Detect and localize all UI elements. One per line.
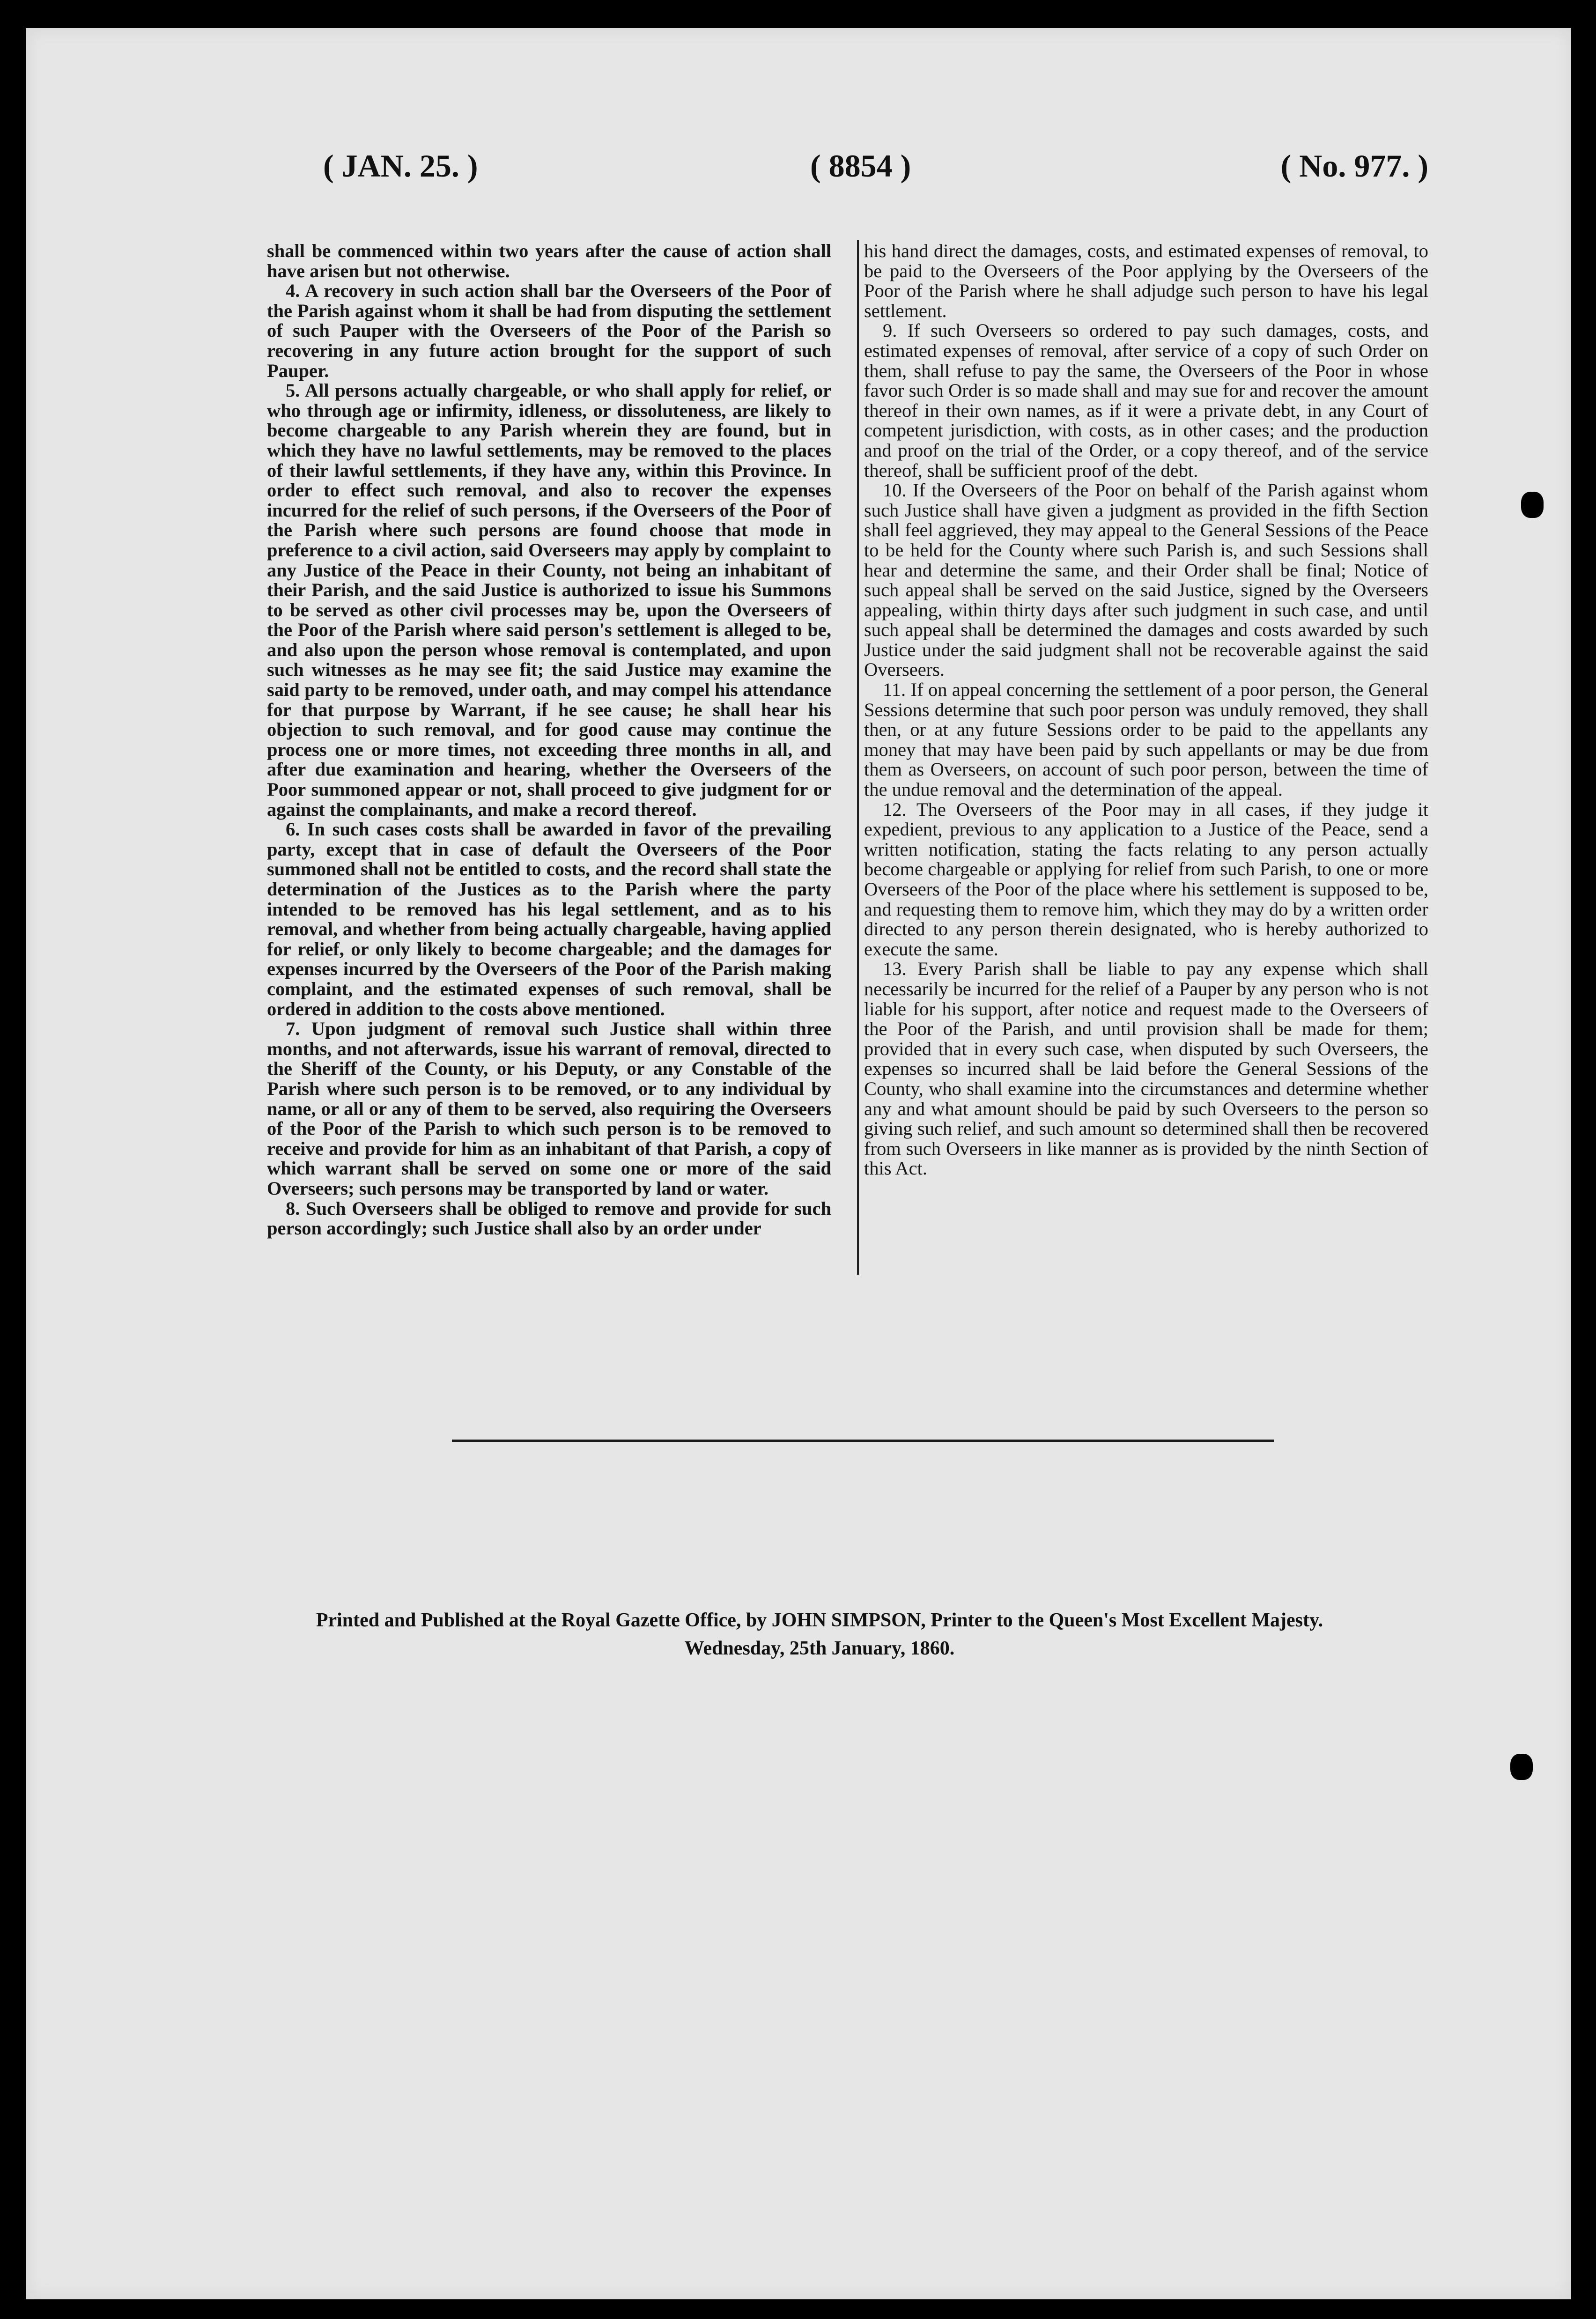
right-paragraph-section-11: 11. If on appeal concerning the settlement of a poor person, the General Sessions determine that such poor person was unduly removed, they shall then, or at any future Sessions order to be paid to the appellants any money that may have been paid by such appellants or may be due from them as Overseers, on account of such poor person, between the time of the undue removal and the determination of the appeal. — [864, 679, 1428, 800]
scan-artifact-mark — [1521, 492, 1544, 518]
right-column — [864, 241, 1428, 1179]
imprint-footer — [234, 1606, 1405, 1662]
right-paragraph-section-13: 13. Every Parish shall be liable to pay any expense which shall necessarily be incurred for the relief of a Pauper by any person who is not liable for his support, after notice and request made to the Overseers of the Poor of the Parish, and until provision shall be made for them; provided that in every such case, when disputed by such Overseers, the expenses so incurred shall be laid before the General Sessions of the County, who shall examine into the circumstances and determine whether any and what amount should be paid by such Overseers to the person so giving such relief, and such amount so determined shall then be recovered from such Overseers in like manner as is provided by the ninth Section of this Act. — [864, 958, 1428, 1179]
right-paragraph-section-9: 9. If such Overseers so ordered to pay such damages, costs, and estimated expenses of removal, after service of a copy of such Order on them, shall refuse to pay the same, the Overseers of the Poor in whose favor such Order is so made shall and may sue for and recover the amount thereof in their own names, as if it were a private debt, in any Court of competent jurisdiction, with costs, as in other cases; and the production and proof on the trial of the Order, or a copy thereof, and of the service thereof, shall be sufficient proof of the debt. — [864, 320, 1428, 481]
left-column — [267, 241, 831, 1239]
imprint-line: Printed and Published at the Royal Gazette Office, by JOHN SIMPSON, Printer to the Queen's Most Excellent Majesty. — [316, 1610, 1323, 1631]
right-paragraph-0: his hand direct the damages, costs, and estimated expenses of removal, to be paid to the Overseers of the Poor applying by the Overseers of the Poor of the Parish where he shall adjudge such person to have his legal settlement. — [864, 240, 1428, 321]
header-page-number: ( 8854 ) — [810, 148, 911, 184]
left-paragraph-section-7: 7. Upon judgment of removal such Justice shall within three months, and not afterwards, issue his warrant of removal, directed to the Sheriff of the County, or his Deputy, or any Constable of the Parish where such person is to be removed, or to any individual by name, or all or any of them to be served, also requiring the Overseers of the Poor of the Parish to which such person is to be removed to receive and provide for him as an inhabitant of that Parish, a copy of which warrant shall be served on some one or more of the said Overseers; such persons may be transported by land or water. — [267, 1018, 831, 1199]
left-paragraph-section-8: 8. Such Overseers shall be obliged to remove and provide for such person accordingly; such Justice shall also by an order under — [267, 1197, 831, 1239]
scan-artifact-mark — [1510, 1754, 1533, 1780]
left-paragraph-section-6: 6. In such cases costs shall be awarded in favor of the prevailing party, except that in case of default the Overseers of the Poor summoned shall not be entitled to costs, and the record shall state the determination of the Justices as to the Parish where the party intended to be removed has his legal settlement, and as to his removal, and whether from being actually chargeable, having applied for relief, or only likely to become chargeable; and the damages for expenses incurred by the Overseers of the Poor of the Parish making complaint, and the estimated expenses of such removal, shall be ordered in addition to the costs above mentioned. — [267, 819, 831, 1019]
header-issue-number: ( No. 977. ) — [1280, 148, 1428, 184]
column-divider — [857, 240, 859, 1275]
horizontal-rule — [452, 1440, 1274, 1442]
header-date: ( JAN. 25. ) — [323, 148, 478, 184]
imprint-date: Wednesday, 25th January, 1860. — [684, 1638, 955, 1659]
left-paragraph-0: shall be commenced within two years after the cause of action shall have arisen but not otherwise. — [267, 240, 831, 281]
page-header — [323, 148, 1428, 199]
left-paragraph-section-4: 4. A recovery in such action shall bar the Overseers of the Poor of the Parish against whom it shall be had from disputing the settlement of such Pauper with the Overseers of the Poor of the Parish so recovering in any future action brought for the support of such Pauper. — [267, 280, 831, 381]
left-paragraph-section-5: 5. All persons actually chargeable, or who shall apply for relief, or who through age or infirmity, idleness, or dissoluteness, are likely to become chargeable to any Parish wherein they are found, but in which they have no lawful settlements, may be removed to the places of their lawful settlements, if they have any, within this Province. In order to effect such removal, and also to recover the expenses incurred for the relief of such persons, if the Overseers of the Poor of the Parish where such persons are found choose that mode in preference to a civil action, said Overseers may apply by complaint to any Justice of the Peace in their County, not being an inhabitant of their Parish, and the said Justice is authorized to issue his Summons to be served as other civil processes may be, upon the Overseers of the Poor of the Parish where said person's settlement is alleged to be, and also upon the person whose removal is contemplated, and upon such witnesses as he may see fit; the said Justice may examine the said party to be removed, under oath, and may compel his attendance for that purpose by Warrant, if he see cause; he shall hear his objection to such removal, and for good cause may continue the process one or more times, not exceeding three months in all, and after due examination and hearing, whether the Overseers of the Poor summoned appear or not, shall proceed to give judgment for or against the complainants, and make a record thereof. — [267, 380, 831, 820]
right-paragraph-section-12: 12. The Overseers of the Poor may in all cases, if they judge it expedient, previous to any application to a Justice of the Peace, send a written notification, stating the facts relating to any person actually become chargeable or applying for relief from such Parish, to one or more Overseers of the Poor of the place where his settlement is supposed to be, and requesting them to remove him, which they may do by a written order directed to any person therein designated, who is hereby authorized to execute the same. — [864, 798, 1428, 960]
right-paragraph-section-10: 10. If the Overseers of the Poor on behalf of the Parish against whom such Justice shall have given a judgment as provided in the fifth Section shall feel aggrieved, they may appeal to the General Sessions of the Peace to be held for the County where such Parish is, and such Sessions shall hear and determine the same, and their Order shall be final; Notice of such appeal shall be served on the said Justice, signed by the Overseers appealing, within thirty days after such judgment in such case, and until such appeal shall be determined the damages and costs awarded by such Justice under the said judgment shall not be recoverable against the said Overseers. — [864, 480, 1428, 680]
